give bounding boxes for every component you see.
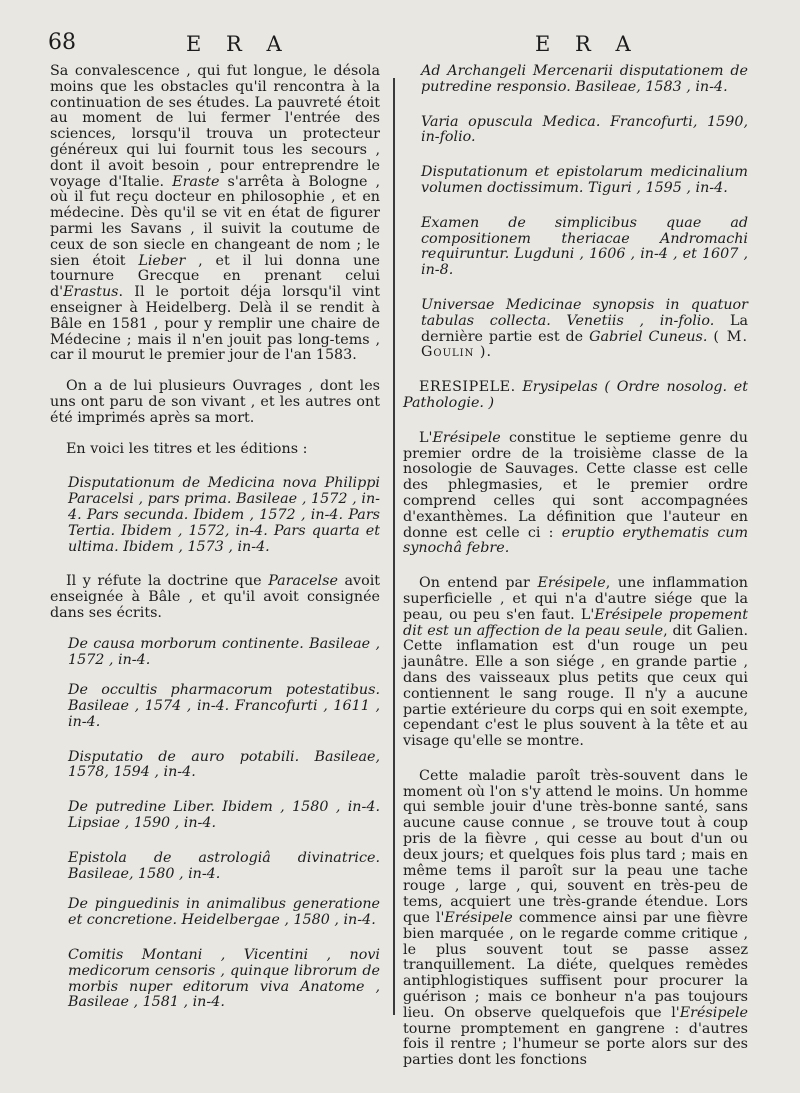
bibliography-entry: Varia opuscula Medica. Francofurti, 1590, in-folio. — [421, 113, 748, 146]
entry-title: ERESIPELE. — [419, 379, 516, 396]
running-head-left: E R A — [186, 32, 291, 56]
bibliography-entry: Epistola de astrologiâ divinatrice. Basileae, 1580 , in-4. — [68, 849, 380, 882]
entry-heading: ERESIPELE. Erysipelas ( Ordre nosolog. et Pathologie. ) — [403, 379, 749, 411]
paragraph-course: Cette maladie paroît très-souvent dans le moment où l'on s'y attend le moins. Un homme qui semble jouir d'une très-bonne santé, sans aucune cause connue , se trouve tout à coup pris de la fièvre , qui cesse au bout d'un ou deux jours; et quelques fois plus tard ; mais en même tems il paroît sur la peau une tache rouge , large , qui, souvent en très-peu de tems, acquiert une très-grande étendue. Lors que l'Erésipele commence ainsi par une fièvre bien marquée , on le regarde comme critique , le plus souvent tout se passe assez tranquillement. La diéte, quelques remèdes antiphlogistiques suffisent pour procurer la guérison ; mais ce bonheur n'a pas toujours lieu. On observe quelquefois que l'Erésipele tourne promptement en gangrene : d'autres fois il rentre ; l'humeur se porte alors sur des parties dont les fonctions — [403, 767, 749, 1069]
running-head-right: E R A — [535, 32, 640, 56]
bibliography-entry: Disputatio de auro potabili. Basileae, 1578, 1594 , in-4. — [68, 748, 380, 781]
bibliography-entry: De occultis pharmacorum potestatibus. Basileae , 1574 , in-4. Francofurti , 1611 , in-4. — [68, 682, 380, 730]
paragraph-inflammation: On entend par Erésipele, une inflammation superficielle , et qui n'a d'autre siége que la peau, ou peu s'en faut. L'Erésipele propement dit est un affection de la peau seule, dit Galien. Cette inflamation est d'un rouge un peu jaunâtre. Elle a son siége , en grande partie , dans des vaisseaux plus petits que ceux qui contiennent le sang rouge. Il n'y a aucune partie extérieure du corps qui en soit exempte, cependant c'est le plus souvent à la tête et au visage qu'elle se montre. — [403, 575, 749, 750]
bibliography-entry: Examen de simplicibus quae ad compositionem theriacae Andromachi requiruntur. Lugduni , 1606 , in-4 , et 1607 , in-8. — [421, 214, 748, 279]
paragraph-titles-intro: En voici les titres et les éditions : — [66, 440, 308, 457]
bibliography-entry: De causa morborum continente. Basileae , 1572 , in-4. — [68, 635, 380, 668]
page-number: 68 — [48, 30, 76, 55]
bibliography-entry: Disputationum de Medicina nova Philippi Paracelsi , pars prima. Basileae , 1572 , in-4. Pars secunda. Ibidem , 1572 , in-4. Pars Tertia. Ibidem , 1572, in-4. Pars quarta et ultima. Ibidem , 1573 , in-4. — [68, 475, 380, 555]
bibliography-entry: Disputationum et epistolarum medicinalium volumen doctissimum. Tiguri , 1595 , in-4. — [421, 164, 748, 196]
bibliography-entry: De pinguedinis in animalibus generatione et concretione. Heidelbergae , 1580 , in-4. — [68, 896, 380, 929]
column-divider — [393, 78, 395, 1015]
paragraph-paracelse: Il y réfute la doctrine que Paracelse avoit enseignée à Bâle , et qu'il avoit consignée dans ses écrits. — [50, 573, 381, 621]
left-column — [50, 64, 380, 1011]
bibliography-entry: Ad Archangeli Mercenarii disputationem de putredine responsio. Basileae, 1583 , in-4. — [421, 63, 748, 95]
paragraph-biography: Sa convalescence , qui fut longue, le désola moins que les obstacles qu'il rencontra à la continuation de ses études. La pauvreté étoit au moment de lui fermer l'entrée des sciences, lorsqu'il trouva un protecteur généreux qui lui fournit tous les secours , dont il avoit besoin , pour entreprendre le voyage d'Italie. Eraste s'arrêta à Bologne , où il fut reçu docteur en philosophie , et en médecine. Dès qu'il se vit en état de figurer parmi les Savans , il suivit la coutume de ceux de son siecle en changeant de nom ; le sien étoit Lieber , et il lui donna une tournure Grecque en prenant celui d'Erastus. Il le portoit déja lorsqu'il vint enseigner à Heidelberg. Delà il se rendit à Bâle en 1581 , pour y remplir une chaire de Médecine ; mais il n'en jouit pas long-tems , car il mourut le premier jour de l'an 1583. — [50, 63, 381, 364]
bibliography-entry: De putredine Liber. Ibidem , 1580 , in-4. Lipsiae , 1590 , in-4. — [68, 799, 380, 832]
right-column — [403, 64, 748, 1069]
paragraph-definition: L'Erésipele constitue le septieme genre du premier ordre de la troisième classe de la nosologie de Sauvages. Cette classe est celle des phlegmasies, et le premier ordre comprend celles qui sont accompagnées d'exanthèmes. La définition que l'auteur en donne est celle ci : eruptio erythematis cum synochâ febre. — [403, 429, 749, 557]
bibliography-entry: Universae Medicinae synopsis in quatuor tabulas collecta. Venetiis , in-folio. La dernière partie est de Gabriel Cuneus. ( M. Goulin ). — [421, 296, 748, 361]
page-header — [0, 30, 800, 66]
bibliography-entry: Comitis Montani , Vicentini , novi medicorum censoris , quinque librorum de morbis nuper editorum viva Anatome , Basileae , 1581 , in-4. — [68, 947, 380, 1011]
author-signature: ( M. Goulin ). — [421, 328, 748, 361]
paragraph-works-intro: On a de lui plusieurs Ouvrages , dont les uns ont paru de son vivant , et les autres ont été imprimés après sa mort. — [50, 378, 380, 426]
